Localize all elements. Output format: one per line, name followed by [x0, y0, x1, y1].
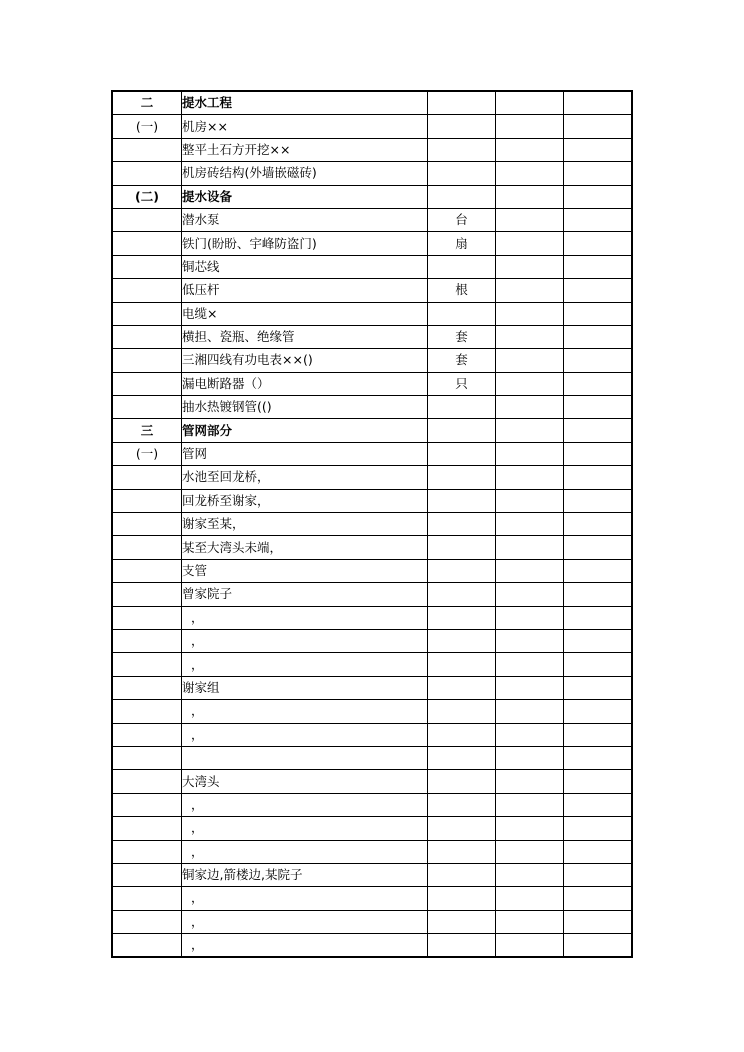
empty-cell	[564, 442, 633, 465]
item-name-cell: ，	[182, 793, 428, 816]
unit-cell	[428, 840, 496, 863]
empty-cell	[496, 513, 564, 536]
item-name-cell: ，	[182, 910, 428, 933]
empty-cell	[496, 185, 564, 208]
item-number-cell	[112, 396, 182, 419]
table-row	[112, 606, 632, 629]
table-row	[112, 934, 632, 958]
unit-cell	[428, 185, 496, 208]
empty-cell	[564, 676, 633, 699]
table-row	[112, 746, 632, 769]
table-row	[112, 255, 632, 278]
empty-cell	[496, 676, 564, 699]
table-row	[112, 91, 632, 115]
unit-cell	[428, 817, 496, 840]
item-name-cell: 管网部分	[182, 419, 428, 442]
table-row	[112, 887, 632, 910]
item-number-cell	[112, 817, 182, 840]
empty-cell	[564, 863, 633, 886]
unit-cell	[428, 793, 496, 816]
table-row	[112, 536, 632, 559]
unit-cell	[428, 653, 496, 676]
item-number-cell: 三	[112, 419, 182, 442]
empty-cell	[564, 536, 633, 559]
empty-cell	[496, 653, 564, 676]
table-row	[112, 489, 632, 512]
item-name-cell: 铁门(盼盼、宇峰防盗门)	[182, 232, 428, 255]
table-row	[112, 629, 632, 652]
empty-cell	[496, 91, 564, 115]
empty-cell	[564, 396, 633, 419]
item-number-cell	[112, 138, 182, 161]
empty-cell	[496, 232, 564, 255]
item-number-cell	[112, 536, 182, 559]
table-row	[112, 372, 632, 395]
empty-cell	[496, 536, 564, 559]
empty-cell	[564, 208, 633, 231]
empty-cell	[496, 162, 564, 185]
empty-cell	[564, 840, 633, 863]
empty-cell	[496, 840, 564, 863]
unit-cell: 套	[428, 349, 496, 372]
empty-cell	[564, 513, 633, 536]
empty-cell	[564, 934, 633, 958]
unit-cell	[428, 746, 496, 769]
unit-cell	[428, 442, 496, 465]
table-row	[112, 325, 632, 348]
unit-cell	[428, 513, 496, 536]
item-name-cell: ，	[182, 840, 428, 863]
empty-cell	[496, 700, 564, 723]
unit-cell	[428, 419, 496, 442]
empty-cell	[564, 279, 633, 302]
empty-cell	[496, 793, 564, 816]
empty-cell	[496, 442, 564, 465]
table-row	[112, 442, 632, 465]
item-number-cell	[112, 372, 182, 395]
empty-cell	[496, 396, 564, 419]
table-row	[112, 700, 632, 723]
unit-cell	[428, 863, 496, 886]
table-row	[112, 208, 632, 231]
item-name-cell: 抽水热镀钢管(()	[182, 396, 428, 419]
table-row	[112, 559, 632, 582]
item-number-cell: (二)	[112, 185, 182, 208]
item-name-cell: 潜水泵	[182, 208, 428, 231]
unit-cell	[428, 466, 496, 489]
item-name-cell: ，	[182, 700, 428, 723]
table-row	[112, 793, 632, 816]
empty-cell	[564, 115, 633, 138]
unit-cell	[428, 770, 496, 793]
item-number-cell	[112, 513, 182, 536]
empty-cell	[564, 910, 633, 933]
empty-cell	[496, 910, 564, 933]
empty-cell	[564, 723, 633, 746]
item-number-cell	[112, 629, 182, 652]
item-number-cell	[112, 770, 182, 793]
item-name-cell	[182, 746, 428, 769]
item-number-cell	[112, 723, 182, 746]
item-number-cell	[112, 583, 182, 606]
empty-cell	[496, 466, 564, 489]
item-name-cell: ，	[182, 817, 428, 840]
item-number-cell	[112, 349, 182, 372]
empty-cell	[496, 606, 564, 629]
item-name-cell: 谢家至某，	[182, 513, 428, 536]
item-name-cell: 机房砖结构(外墙嵌磁砖)	[182, 162, 428, 185]
empty-cell	[496, 863, 564, 886]
empty-cell	[564, 583, 633, 606]
table-body	[112, 91, 632, 957]
empty-cell	[496, 115, 564, 138]
unit-cell	[428, 162, 496, 185]
table-row	[112, 185, 632, 208]
unit-cell	[428, 629, 496, 652]
item-number-cell	[112, 910, 182, 933]
item-name-cell: 漏电断路器（）	[182, 372, 428, 395]
table-row	[112, 279, 632, 302]
item-number-cell	[112, 746, 182, 769]
table-row	[112, 770, 632, 793]
item-name-cell: 横担、瓷瓶、绝缘管	[182, 325, 428, 348]
empty-cell	[564, 606, 633, 629]
empty-cell	[564, 255, 633, 278]
empty-cell	[496, 372, 564, 395]
unit-cell	[428, 910, 496, 933]
item-number-cell	[112, 489, 182, 512]
item-name-cell: 管网	[182, 442, 428, 465]
empty-cell	[564, 325, 633, 348]
table-row	[112, 583, 632, 606]
item-number-cell	[112, 793, 182, 816]
item-number-cell	[112, 466, 182, 489]
table-row	[112, 910, 632, 933]
table-row	[112, 840, 632, 863]
table-row	[112, 302, 632, 325]
unit-cell	[428, 559, 496, 582]
item-number-cell	[112, 606, 182, 629]
table-row	[112, 466, 632, 489]
table-row	[112, 349, 632, 372]
empty-cell	[496, 255, 564, 278]
empty-cell	[564, 746, 633, 769]
empty-cell	[564, 653, 633, 676]
table-row	[112, 863, 632, 886]
item-name-cell: 谢家组	[182, 676, 428, 699]
empty-cell	[496, 723, 564, 746]
unit-cell	[428, 91, 496, 115]
unit-cell	[428, 723, 496, 746]
unit-cell: 根	[428, 279, 496, 302]
item-name-cell: 铜芯线	[182, 255, 428, 278]
unit-cell	[428, 676, 496, 699]
empty-cell	[564, 559, 633, 582]
empty-cell	[564, 185, 633, 208]
item-name-cell: ，	[182, 887, 428, 910]
table-row	[112, 232, 632, 255]
empty-cell	[564, 372, 633, 395]
table-row	[112, 653, 632, 676]
empty-cell	[496, 489, 564, 512]
item-number-cell	[112, 279, 182, 302]
bill-of-quantities-table	[111, 90, 633, 958]
unit-cell: 扇	[428, 232, 496, 255]
item-name-cell: 三湘四线有功电表××()	[182, 349, 428, 372]
item-number-cell	[112, 255, 182, 278]
empty-cell	[564, 162, 633, 185]
unit-cell	[428, 138, 496, 161]
item-name-cell: 提水工程	[182, 91, 428, 115]
item-number-cell	[112, 162, 182, 185]
item-number-cell	[112, 863, 182, 886]
item-number-cell: (一)	[112, 115, 182, 138]
item-name-cell: ，	[182, 629, 428, 652]
empty-cell	[564, 302, 633, 325]
item-number-cell: 二	[112, 91, 182, 115]
item-name-cell: 某至大湾头未端，	[182, 536, 428, 559]
item-name-cell: 水池至回龙桥，	[182, 466, 428, 489]
empty-cell	[564, 349, 633, 372]
table-row	[112, 676, 632, 699]
item-number-cell	[112, 232, 182, 255]
empty-cell	[564, 629, 633, 652]
empty-cell	[564, 138, 633, 161]
empty-cell	[496, 349, 564, 372]
empty-cell	[496, 279, 564, 302]
table-row	[112, 419, 632, 442]
empty-cell	[496, 583, 564, 606]
table-row	[112, 115, 632, 138]
unit-cell	[428, 115, 496, 138]
empty-cell	[496, 629, 564, 652]
item-number-cell	[112, 302, 182, 325]
item-name-cell: 整平土石方开挖××	[182, 138, 428, 161]
unit-cell: 只	[428, 372, 496, 395]
empty-cell	[564, 419, 633, 442]
unit-cell: 套	[428, 325, 496, 348]
item-number-cell	[112, 676, 182, 699]
empty-cell	[564, 817, 633, 840]
empty-cell	[496, 138, 564, 161]
empty-cell	[496, 887, 564, 910]
unit-cell	[428, 606, 496, 629]
empty-cell	[564, 887, 633, 910]
item-number-cell	[112, 653, 182, 676]
empty-cell	[564, 700, 633, 723]
empty-cell	[564, 489, 633, 512]
table-row	[112, 723, 632, 746]
empty-cell	[564, 770, 633, 793]
item-number-cell	[112, 700, 182, 723]
item-name-cell: ，	[182, 653, 428, 676]
unit-cell	[428, 302, 496, 325]
unit-cell	[428, 489, 496, 512]
empty-cell	[496, 770, 564, 793]
empty-cell	[496, 325, 564, 348]
empty-cell	[564, 232, 633, 255]
table-row	[112, 162, 632, 185]
unit-cell	[428, 255, 496, 278]
item-name-cell: 铜家边,箭楼边,某院子	[182, 863, 428, 886]
empty-cell	[496, 559, 564, 582]
item-name-cell: 大湾头	[182, 770, 428, 793]
item-number-cell	[112, 208, 182, 231]
item-name-cell: 低压杆	[182, 279, 428, 302]
item-number-cell	[112, 840, 182, 863]
item-number-cell	[112, 325, 182, 348]
item-name-cell: 曾家院子	[182, 583, 428, 606]
empty-cell	[496, 934, 564, 958]
item-number-cell	[112, 934, 182, 958]
item-number-cell	[112, 559, 182, 582]
item-number-cell: (一)	[112, 442, 182, 465]
item-name-cell: 电缆×	[182, 302, 428, 325]
item-name-cell: 机房××	[182, 115, 428, 138]
empty-cell	[564, 793, 633, 816]
unit-cell	[428, 396, 496, 419]
item-name-cell: 提水设备	[182, 185, 428, 208]
empty-cell	[496, 817, 564, 840]
empty-cell	[564, 466, 633, 489]
item-name-cell: 回龙桥至谢家，	[182, 489, 428, 512]
empty-cell	[496, 419, 564, 442]
table-row	[112, 396, 632, 419]
item-number-cell	[112, 887, 182, 910]
table-row	[112, 513, 632, 536]
item-name-cell: ，	[182, 606, 428, 629]
unit-cell	[428, 700, 496, 723]
empty-cell	[496, 746, 564, 769]
table-row	[112, 138, 632, 161]
unit-cell	[428, 583, 496, 606]
empty-cell	[496, 302, 564, 325]
unit-cell	[428, 934, 496, 958]
table-row	[112, 817, 632, 840]
empty-cell	[496, 208, 564, 231]
item-name-cell: 支管	[182, 559, 428, 582]
unit-cell	[428, 536, 496, 559]
unit-cell	[428, 887, 496, 910]
item-name-cell: ，	[182, 723, 428, 746]
unit-cell: 台	[428, 208, 496, 231]
empty-cell	[564, 91, 633, 115]
item-name-cell: ，	[182, 934, 428, 958]
